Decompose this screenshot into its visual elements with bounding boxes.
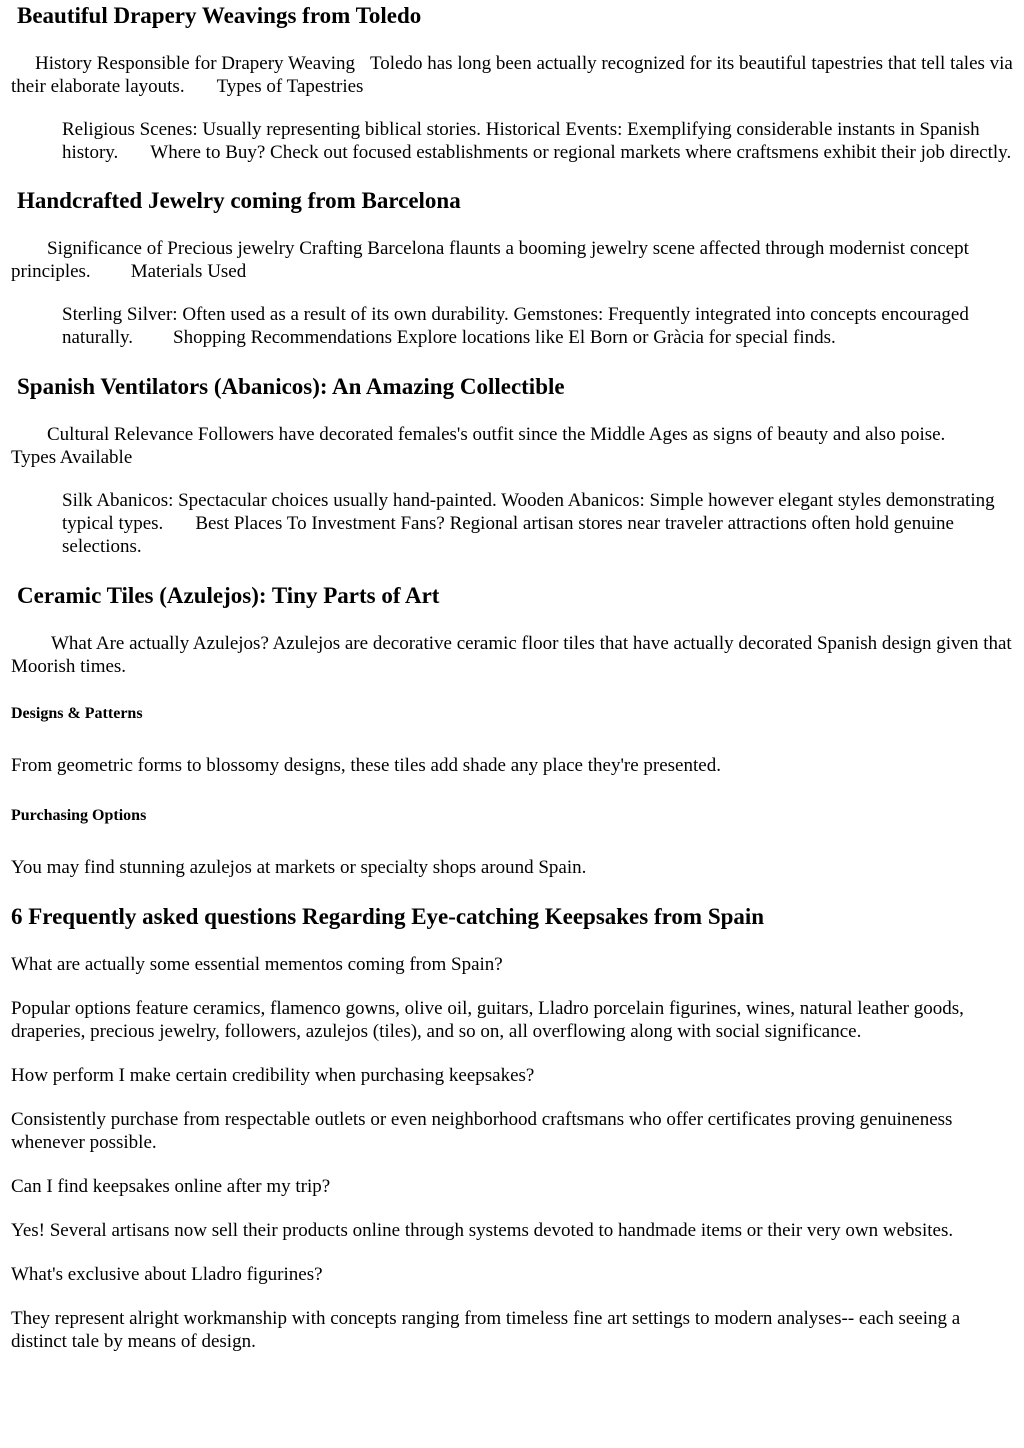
article	[0, 2, 1024, 1353]
details-where: Where to Buy? Check out focused establishments or regional markets where craftsmens exhibit their job directly.	[150, 142, 1012, 163]
faq-answer-3: Yes! Several artisans now sell their products online through systems devoted to handmade items or their very own websites.	[11, 1220, 954, 1241]
section-intro-barcelona	[11, 237, 1014, 283]
faq-answer-1: Popular options feature ceramics, flamenco gowns, olive oil, guitars, Lladro porcelain figurines, wines, natural leather goods, draperies, precious jewelry, followers, azulejos (tiles), and so on, all overflowing along with social significance.	[11, 998, 964, 1042]
faq-question-3: Can I find keepsakes online after my trip?	[11, 1176, 331, 1197]
intro-tail: Types of Tapestries	[216, 76, 364, 97]
ceramic-designs-text: From geometric forms to blossomy designs, these tiles add shade any place they're presented.	[11, 755, 721, 776]
faq-question-2: How perform I make certain credibility when purchasing keepsakes?	[11, 1065, 535, 1086]
intro-heading: Significance of Precious jewelry Crafting	[47, 238, 363, 259]
ceramic-purchasing-heading: Purchasing Options	[11, 807, 147, 824]
section-intro-abanicos	[11, 423, 1014, 469]
section-title-toledo: Beautiful Drapery Weavings from Toledo	[17, 3, 422, 28]
faq-answer-4: They represent alright workmanship with concepts ranging from timeless fine art settings to modern analyses-- each seeing a distinct tale by means of design.	[11, 1308, 961, 1352]
section-details-toledo	[62, 118, 1014, 164]
intro-text: Followers have decorated females's outfit since the Middle Ages as signs of beauty and also poise.	[197, 424, 946, 445]
section-details-barcelona	[62, 303, 1014, 349]
ceramic-designs-heading: Designs & Patterns	[11, 705, 143, 722]
section-title-ceramic: Ceramic Tiles (Azulejos): Tiny Parts of Art	[17, 583, 440, 608]
ceramic-purchasing-text: You may find stunning azulejos at markets or specialty shops around Spain.	[11, 857, 587, 878]
intro-tail: Types Available	[11, 447, 133, 468]
details-places: Best Places To Investment Fans? Regional artisan stores near traveler attractions often hold genuine selections.	[62, 513, 954, 557]
faq-question-1: What are actually some essential mementos coming from Spain?	[11, 954, 503, 975]
section-details-abanicos	[62, 489, 1014, 558]
details-list: Religious Scenes: Usually representing biblical stories. Historical Events: Exemplifying considerable instants in Spanish history.	[62, 119, 980, 163]
intro-tail: Materials Used	[130, 261, 247, 282]
faq-title: 6 Frequently asked questions Regarding Eye-catching Keepsakes from Spain	[11, 904, 765, 929]
ceramic-intro: What Are actually Azulejos? Azulejos are decorative ceramic floor tiles that have actually decorated Spanish design given that Moorish times.	[11, 633, 1012, 677]
section-intro-toledo	[11, 52, 1014, 98]
section-title-abanicos: Spanish Ventilators (Abanicos): An Amazing Collectible	[17, 374, 565, 399]
faq-answer-2: Consistently purchase from respectable outlets or even neighborhood craftsmans who offer certificates proving genuineness whenever possible.	[11, 1109, 953, 1153]
section-title-barcelona: Handcrafted Jewelry coming from Barcelona	[17, 188, 461, 213]
intro-heading: Cultural Relevance	[47, 424, 194, 445]
intro-text: Toledo has long been actually recognized for its beautiful tapestries that tell tales via their elaborate layouts.	[11, 53, 1013, 97]
details-shopping: Shopping Recommendations Explore locations like El Born or Gràcia for special finds.	[173, 327, 836, 348]
details-list: Silk Abanicos: Spectacular choices usually hand-painted. Wooden Abanicos: Simple however elegant styles demonstrating typical types.	[62, 490, 995, 534]
details-list: Sterling Silver: Often used as a result of its own durability. Gemstones: Frequently integrated into concepts encouraged naturally.	[62, 304, 969, 348]
faq-question-4: What's exclusive about Lladro figurines?	[11, 1264, 323, 1285]
intro-heading: History Responsible for Drapery Weaving	[35, 53, 355, 74]
intro-text: Barcelona flaunts a booming jewelry scene affected through modernist concept principles.	[11, 238, 969, 282]
